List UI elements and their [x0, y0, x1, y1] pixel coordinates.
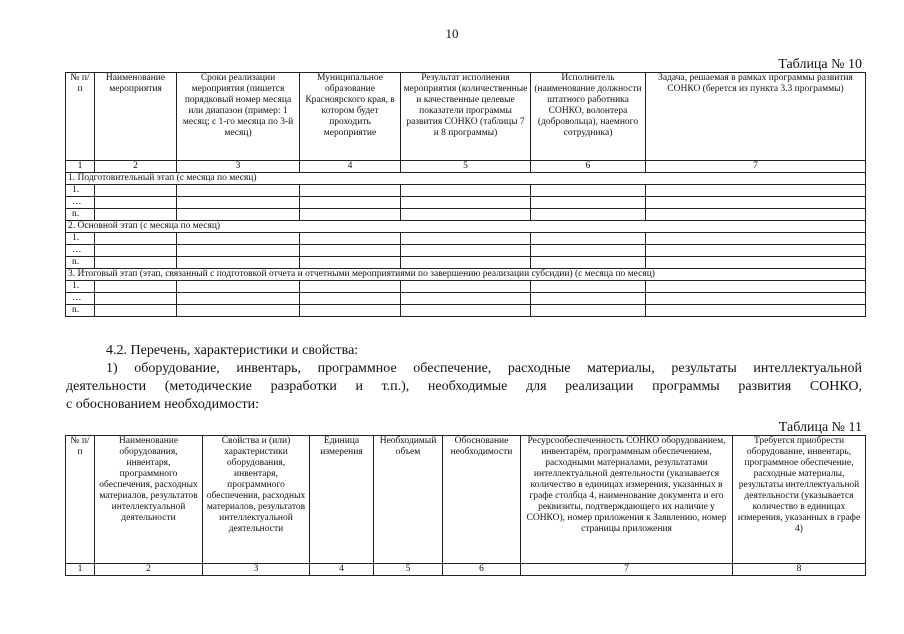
- table-cell[interactable]: [300, 185, 401, 197]
- table-row: [66, 185, 866, 197]
- t10-header-name: Наименование мероприятия: [95, 73, 177, 161]
- t11-header-properties: Свойства и (или) характеристики оборудования, инвентаря, программного обеспечения, расходных материалов, результатов интеллектуальной деятельности: [203, 436, 310, 564]
- table-cell[interactable]: [531, 185, 646, 197]
- t10-colnum: 5: [401, 161, 531, 173]
- table-10-colnum-row: [66, 161, 866, 173]
- table-cell[interactable]: [401, 305, 531, 317]
- row-label: 1.: [66, 185, 95, 197]
- t10-section-title: 2. Основной этап (с месяца по месяц): [66, 221, 866, 233]
- table-cell[interactable]: [300, 293, 401, 305]
- table-11: [65, 435, 866, 576]
- table-cell[interactable]: [95, 209, 177, 221]
- table-cell[interactable]: [401, 233, 531, 245]
- table-cell[interactable]: [646, 257, 866, 269]
- t11-header-resources: Ресурсообеспеченность СОНКО оборудованием, инвентарём, программным обеспечением, расходными материалами, результатами интеллектуальной деятельности (указывается количество в единицах измерения, указанных в графе столбца 4, наименование документа и его реквизиты, подтверждающего их наличие у СОНКО), номер приложения к Заявлению, номер страницы приложения: [521, 436, 733, 564]
- row-label: …: [66, 245, 95, 257]
- table-cell[interactable]: [646, 245, 866, 257]
- table-cell[interactable]: [95, 281, 177, 293]
- section-4-2-line-1: 1) оборудование, инвентарь, программное обеспечение, расходные материалы, результаты интеллектуальной: [106, 361, 862, 376]
- table-row: [66, 305, 866, 317]
- table-cell[interactable]: [646, 293, 866, 305]
- table-row: [66, 257, 866, 269]
- table-cell[interactable]: [646, 209, 866, 221]
- t10-header-task: Задача, решаемая в рамках программы развития СОНКО (берется из пункта 3.3 программы): [646, 73, 866, 161]
- table-cell[interactable]: [300, 281, 401, 293]
- t10-section-title: 1. Подготовительный этап (с месяца по месяц): [66, 173, 866, 185]
- table-row: [66, 197, 866, 209]
- t11-colnum: 6: [443, 564, 521, 576]
- table-11-header-row: [66, 436, 866, 564]
- t11-colnum: 1: [66, 564, 95, 576]
- table-cell[interactable]: [300, 209, 401, 221]
- t11-header-num: № п/п: [66, 436, 95, 564]
- table-10-caption: Таблица № 10: [778, 57, 862, 72]
- section-4-2-line-3: с обоснованием необходимости:: [66, 397, 259, 412]
- t11-header-purchase: Требуется приобрести оборудование, инвентарь, программное обеспечение, расходные материалы, результаты интеллектуальной деятельности (указывается количество в единицах измерения, указанных в графе 4): [733, 436, 866, 564]
- table-cell[interactable]: [177, 245, 300, 257]
- table-cell[interactable]: [95, 185, 177, 197]
- table-row: [66, 245, 866, 257]
- t10-header-executor: Исполнитель (наименование должности штатного работника СОНКО, волонтера (добровольца), наемного сотрудника): [531, 73, 646, 161]
- table-cell[interactable]: [95, 233, 177, 245]
- table-cell[interactable]: [177, 209, 300, 221]
- t11-colnum: 4: [310, 564, 374, 576]
- t11-header-justification: Обоснование необходимости: [443, 436, 521, 564]
- table-cell[interactable]: [177, 281, 300, 293]
- t10-colnum: 2: [95, 161, 177, 173]
- page-number: 10: [445, 26, 459, 41]
- table-10: [65, 72, 866, 317]
- row-label: n.: [66, 209, 95, 221]
- t10-section-row: [66, 221, 866, 233]
- row-label: …: [66, 197, 95, 209]
- table-row: [66, 209, 866, 221]
- table-cell[interactable]: [300, 233, 401, 245]
- table-cell[interactable]: [531, 233, 646, 245]
- t10-section-row: [66, 269, 866, 281]
- row-label: n.: [66, 305, 95, 317]
- table-cell[interactable]: [95, 305, 177, 317]
- row-label: n.: [66, 257, 95, 269]
- table-cell[interactable]: [401, 293, 531, 305]
- table-row: [66, 293, 866, 305]
- t10-header-municipality: Муниципальное образование Красноярского края, в котором будет проходить мероприятие: [300, 73, 401, 161]
- table-cell[interactable]: [646, 197, 866, 209]
- table-cell[interactable]: [531, 305, 646, 317]
- table-cell[interactable]: [95, 257, 177, 269]
- table-11-caption: Таблица № 11: [778, 420, 862, 435]
- table-cell[interactable]: [401, 209, 531, 221]
- table-cell[interactable]: [177, 185, 300, 197]
- t11-colnum: 2: [95, 564, 203, 576]
- section-4-2-heading: 4.2. Перечень, характеристики и свойства:: [106, 343, 359, 358]
- table-cell[interactable]: [401, 197, 531, 209]
- t10-colnum: 4: [300, 161, 401, 173]
- t10-section-title: 3. Итоговый этап (этап, связанный с подготовкой отчета и отчетными мероприятиями по завершению реализации субсидии) (с месяца по месяц): [66, 269, 866, 281]
- table-cell[interactable]: [401, 245, 531, 257]
- table-cell[interactable]: [531, 209, 646, 221]
- table-cell[interactable]: [646, 233, 866, 245]
- table-row: [66, 281, 866, 293]
- table-cell[interactable]: [531, 245, 646, 257]
- table-cell[interactable]: [300, 305, 401, 317]
- t11-header-name: Наименование оборудования, инвентаря, программного обеспечения, расходных материалов, результатов интеллектуальной деятельности: [95, 436, 203, 564]
- t11-colnum: 8: [733, 564, 866, 576]
- table-cell[interactable]: [531, 293, 646, 305]
- table-cell[interactable]: [177, 293, 300, 305]
- t10-header-num: № п/п: [66, 73, 95, 161]
- t11-header-volume: Необходимый объем: [374, 436, 443, 564]
- table-cell[interactable]: [177, 305, 300, 317]
- table-cell[interactable]: [177, 257, 300, 269]
- table-cell[interactable]: [177, 197, 300, 209]
- table-cell[interactable]: [401, 281, 531, 293]
- t10-header-result: Результат исполнения мероприятия (количественные и качественные целевые показатели программы развития СОНКО (таблицы 7 и 8 программы): [401, 73, 531, 161]
- table-cell[interactable]: [401, 257, 531, 269]
- t10-header-timing: Сроки реализации мероприятия (пишется порядковый номер месяца или диапазон (пример: 1 месяц; с 1-го месяца по 3-й месяц): [177, 73, 300, 161]
- t11-header-unit: Единица измерения: [310, 436, 374, 564]
- table-cell[interactable]: [300, 245, 401, 257]
- table-cell[interactable]: [531, 281, 646, 293]
- t10-colnum: 7: [646, 161, 866, 173]
- table-cell[interactable]: [300, 257, 401, 269]
- table-cell[interactable]: [177, 233, 300, 245]
- table-cell[interactable]: [646, 281, 866, 293]
- table-cell[interactable]: [401, 185, 531, 197]
- table-cell[interactable]: [95, 245, 177, 257]
- row-label: …: [66, 293, 95, 305]
- t10-colnum: 1: [66, 161, 95, 173]
- table-cell[interactable]: [646, 305, 866, 317]
- t11-colnum: 7: [521, 564, 733, 576]
- table-11-colnum-row: [66, 564, 866, 576]
- table-cell[interactable]: [531, 257, 646, 269]
- table-cell[interactable]: [95, 293, 177, 305]
- table-cell[interactable]: [646, 185, 866, 197]
- t11-colnum: 5: [374, 564, 443, 576]
- t10-colnum: 6: [531, 161, 646, 173]
- table-row: [66, 233, 866, 245]
- row-label: 1.: [66, 233, 95, 245]
- t10-colnum: 3: [177, 161, 300, 173]
- table-cell[interactable]: [300, 197, 401, 209]
- table-10-header-row: [66, 73, 866, 161]
- row-label: 1.: [66, 281, 95, 293]
- section-4-2-line-2: деятельности (методические разработки и т.п.), необходимые для реализации программы развития СОНКО,: [66, 379, 862, 394]
- table-cell[interactable]: [531, 197, 646, 209]
- table-cell[interactable]: [95, 197, 177, 209]
- t11-colnum: 3: [203, 564, 310, 576]
- t10-section-row: [66, 173, 866, 185]
